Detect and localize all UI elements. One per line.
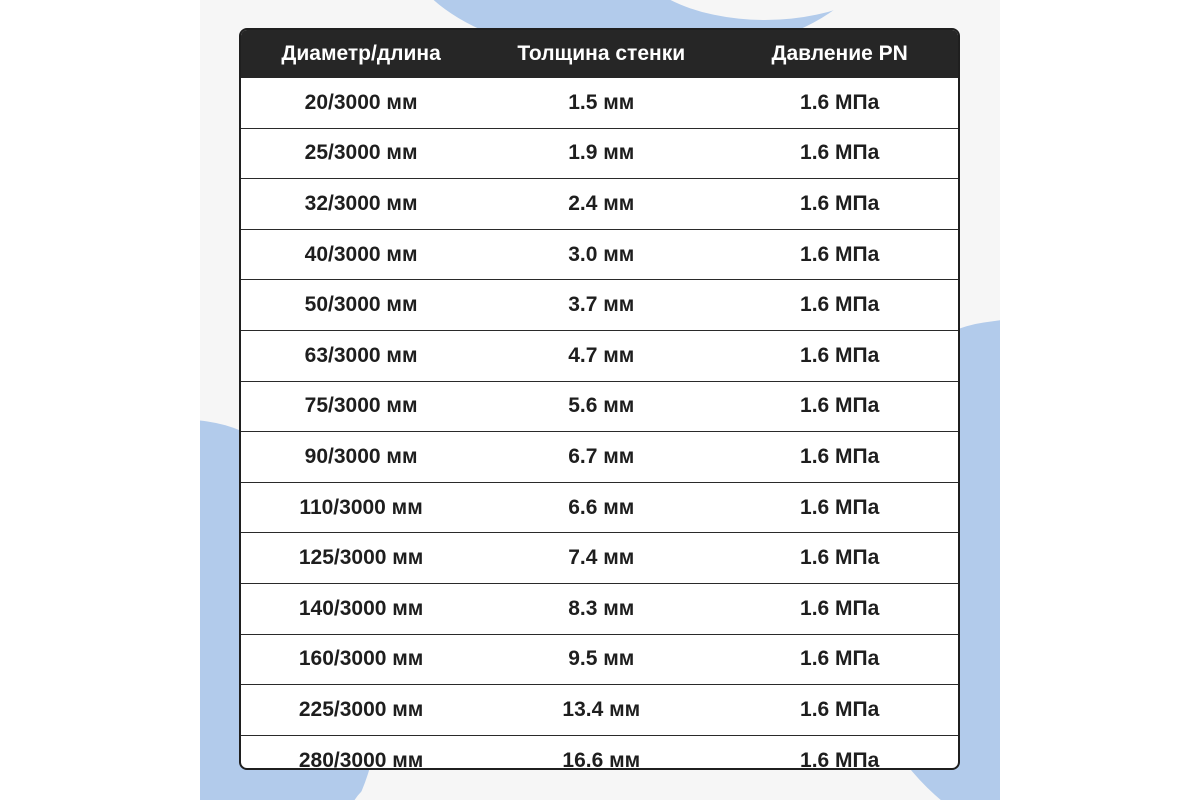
specs-table-card	[239, 28, 960, 770]
table-row	[241, 482, 958, 533]
header-wall-thickness: Толщина стенки	[517, 42, 686, 65]
cell-wall-thickness: 6.7 мм	[481, 432, 721, 483]
cell-diameter-length: 50/3000 мм	[241, 280, 481, 331]
specs-table	[241, 30, 958, 770]
cell-wall-thickness: 9.5 мм	[481, 634, 721, 685]
cell-pressure: 1.6 МПа	[721, 381, 958, 432]
table-header-row	[241, 30, 958, 78]
table-row	[241, 432, 958, 483]
cell-pressure: 1.6 МПа	[721, 179, 958, 230]
cell-pressure: 1.6 МПа	[721, 432, 958, 483]
table-row	[241, 735, 958, 770]
cell-diameter-length: 110/3000 мм	[241, 482, 481, 533]
cell-pressure: 1.6 МПа	[721, 330, 958, 381]
cell-diameter-length: 25/3000 мм	[241, 128, 481, 179]
cell-wall-thickness: 8.3 мм	[481, 583, 721, 634]
cell-diameter-length: 160/3000 мм	[241, 634, 481, 685]
cell-pressure: 1.6 МПа	[721, 735, 958, 770]
cell-pressure: 1.6 МПа	[721, 533, 958, 584]
cell-diameter-length: 32/3000 мм	[241, 179, 481, 230]
table-row	[241, 634, 958, 685]
cell-wall-thickness: 16.6 мм	[481, 735, 721, 770]
cell-pressure: 1.6 МПа	[721, 482, 958, 533]
table-row	[241, 280, 958, 331]
table-row	[241, 583, 958, 634]
table-row	[241, 128, 958, 179]
cell-pressure: 1.6 МПа	[721, 229, 958, 280]
table-row	[241, 685, 958, 736]
cell-diameter-length: 40/3000 мм	[241, 229, 481, 280]
cell-wall-thickness: 13.4 мм	[481, 685, 721, 736]
cell-wall-thickness: 1.9 мм	[481, 128, 721, 179]
cell-pressure: 1.6 МПа	[721, 280, 958, 331]
cell-wall-thickness: 3.0 мм	[481, 229, 721, 280]
table-row	[241, 381, 958, 432]
cell-wall-thickness: 1.5 мм	[568, 90, 635, 114]
table-row	[241, 330, 958, 381]
cell-diameter-length: 280/3000 мм	[241, 735, 481, 770]
cell-diameter-length: 63/3000 мм	[241, 330, 481, 381]
header-diameter-length: Диаметр/длина	[281, 42, 441, 65]
cell-diameter-length: 125/3000 мм	[241, 533, 481, 584]
cell-wall-thickness: 7.4 мм	[481, 533, 721, 584]
cell-diameter-length: 90/3000 мм	[241, 432, 481, 483]
header-pressure: Давление PN	[771, 42, 908, 65]
cell-diameter-length: 20/3000 мм	[304, 90, 418, 114]
cell-wall-thickness: 6.6 мм	[481, 482, 721, 533]
cell-pressure: 1.6 МПа	[721, 634, 958, 685]
cell-diameter-length: 140/3000 мм	[241, 583, 481, 634]
cell-pressure: 1.6 МПа	[721, 583, 958, 634]
cell-pressure: 1.6 МПа	[721, 685, 958, 736]
table-body	[241, 78, 958, 770]
cell-diameter-length: 225/3000 мм	[241, 685, 481, 736]
cell-pressure: 1.6 МПа	[721, 128, 958, 179]
table-row	[241, 78, 958, 128]
cell-pressure: 1.6 МПа	[800, 90, 880, 114]
cell-wall-thickness: 5.6 мм	[481, 381, 721, 432]
cell-diameter-length: 75/3000 мм	[241, 381, 481, 432]
table-row	[241, 179, 958, 230]
cell-wall-thickness: 4.7 мм	[481, 330, 721, 381]
table-row	[241, 229, 958, 280]
cell-wall-thickness: 3.7 мм	[481, 280, 721, 331]
table-row	[241, 533, 958, 584]
cell-wall-thickness: 2.4 мм	[481, 179, 721, 230]
